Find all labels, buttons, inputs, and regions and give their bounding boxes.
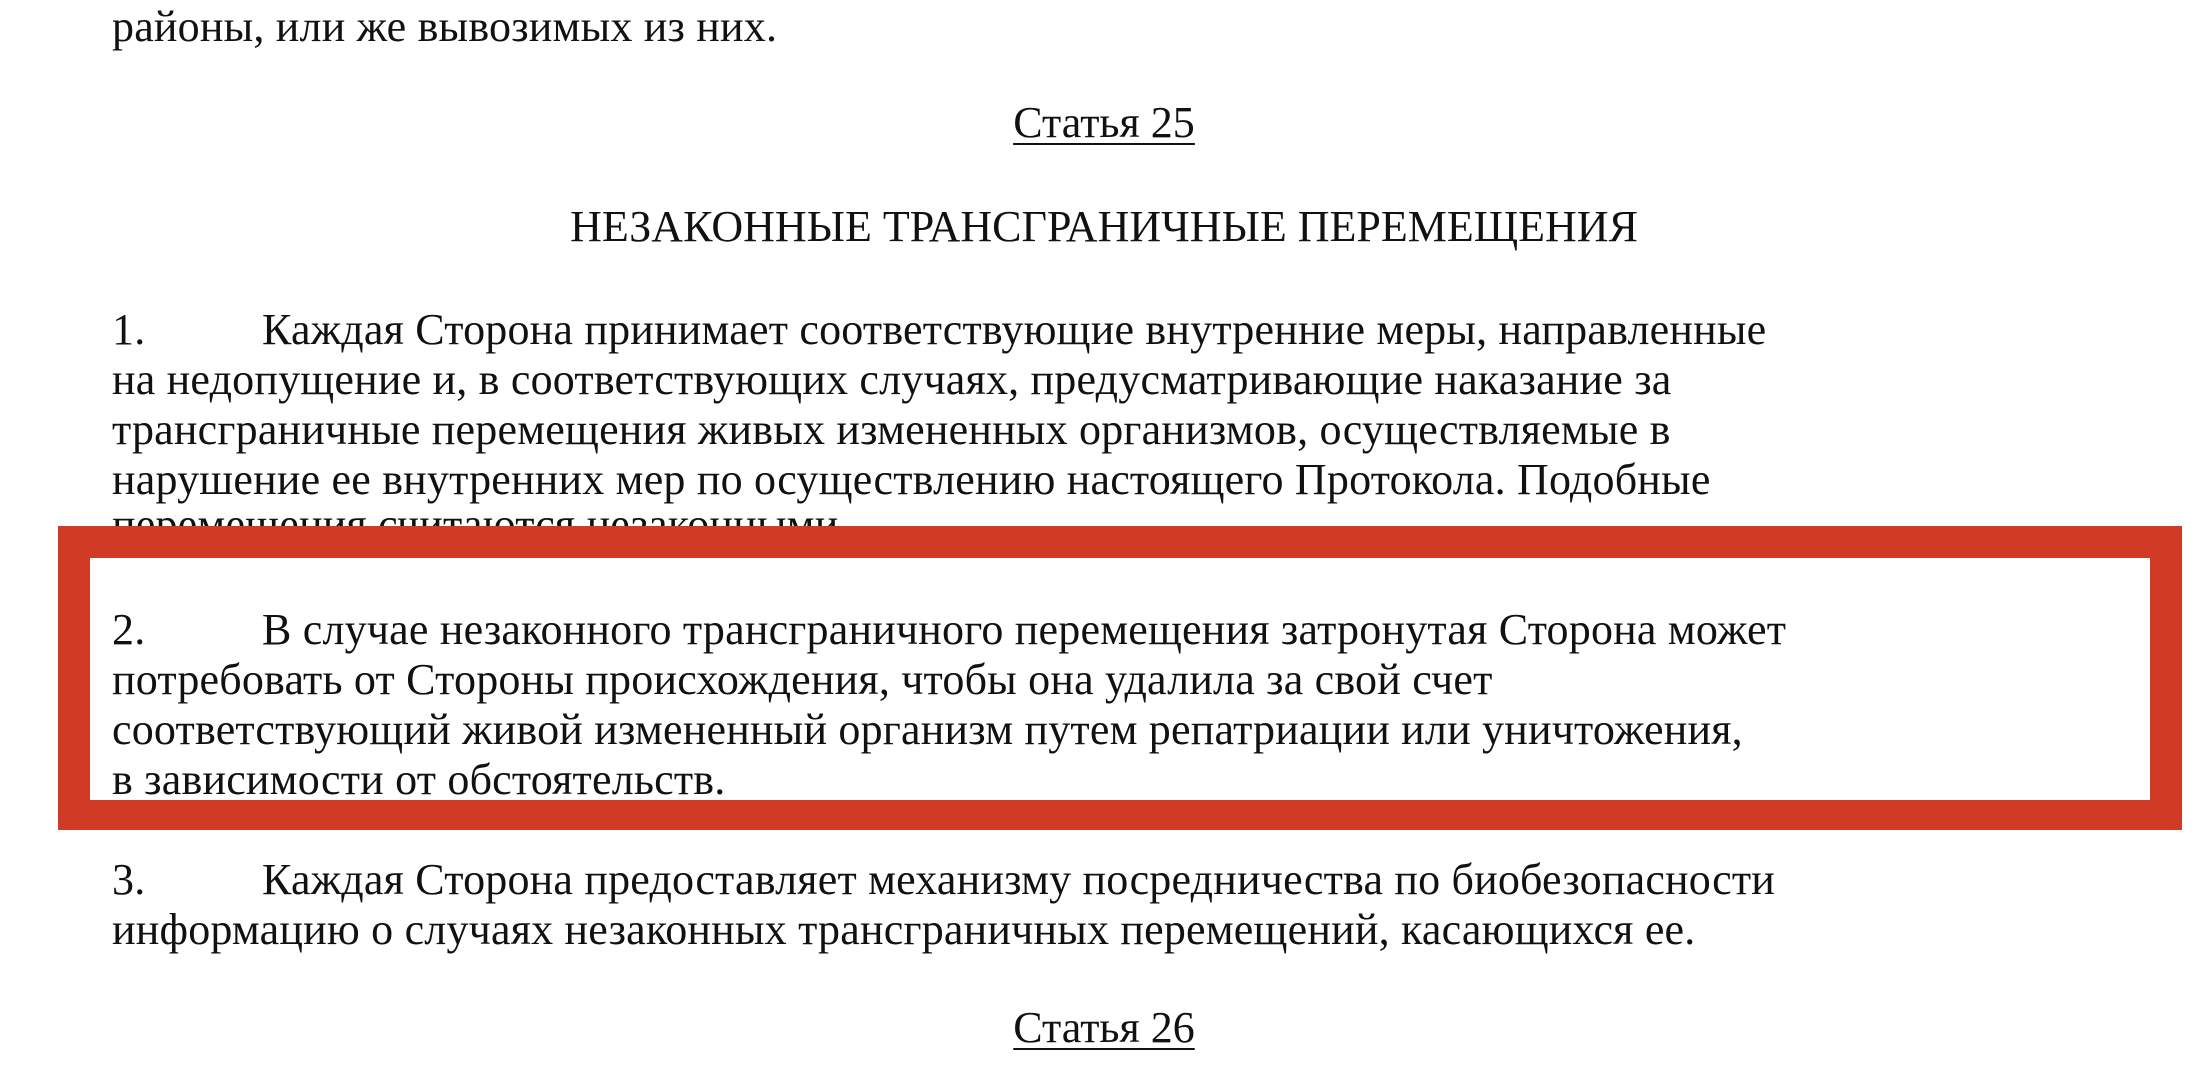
article-25-heading-text: Статья 25 [1013, 98, 1195, 147]
paragraph-3-line-2: информацию о случаях незаконных трансграничных перемещений, касающихся ее. [112, 905, 1696, 954]
paragraph-1-line-2: на недопущение и, в соответствующих случаях, предусматривающие наказание за [112, 355, 1672, 404]
article-26-heading-text: Статья 26 [1013, 1003, 1195, 1052]
paragraph-2-line-1-text: В случае незаконного трансграничного перемещения затронутая Сторона может [262, 605, 1787, 654]
paragraph-2-line-1 [112, 605, 1786, 655]
article-25-heading [0, 98, 2208, 148]
paragraph-2-line-3: соответствующий живой измененный организм путем репатриации или уничтожения, [112, 705, 1743, 754]
paragraph-3-number: 3. [112, 855, 146, 904]
paragraph-3-line-1-text: Каждая Сторона предоставляет механизму посредничества по биобезопасности [262, 855, 1775, 904]
paragraph-2-line-4: в зависимости от обстоятельств. [112, 755, 726, 804]
top-fragment-line: районы, или же вывозимых из них. [112, 2, 778, 51]
paragraph-1-line-4: нарушение ее внутренних мер по осуществлению настоящего Протокола. Подобные [112, 455, 1711, 504]
paragraph-1-line-1-text: Каждая Сторона принимает соответствующие внутренние меры, направленные [262, 305, 1767, 354]
paragraph-2-number: 2. [112, 605, 146, 654]
article-25-title: НЕЗАКОННЫЕ ТРАНСГРАНИЧНЫЕ ПЕРЕМЕЩЕНИЯ [570, 202, 1638, 251]
paragraph-1-line-5-clipped [112, 500, 2012, 549]
paragraph-1-line-3: трансграничные перемещения живых измененных организмов, осуществляемые в [112, 405, 1671, 454]
paragraph-1-line-5: перемещения считаются незаконными. [112, 500, 850, 549]
paragraph-3-line-1 [112, 855, 1775, 905]
paragraph-1-number: 1. [112, 305, 146, 354]
article-26-heading [0, 1003, 2208, 1053]
paragraph-2-line-2: потребовать от Стороны происхождения, чтобы она удалила за свой счет [112, 655, 1493, 704]
paragraph-1-line-1 [112, 305, 1766, 355]
